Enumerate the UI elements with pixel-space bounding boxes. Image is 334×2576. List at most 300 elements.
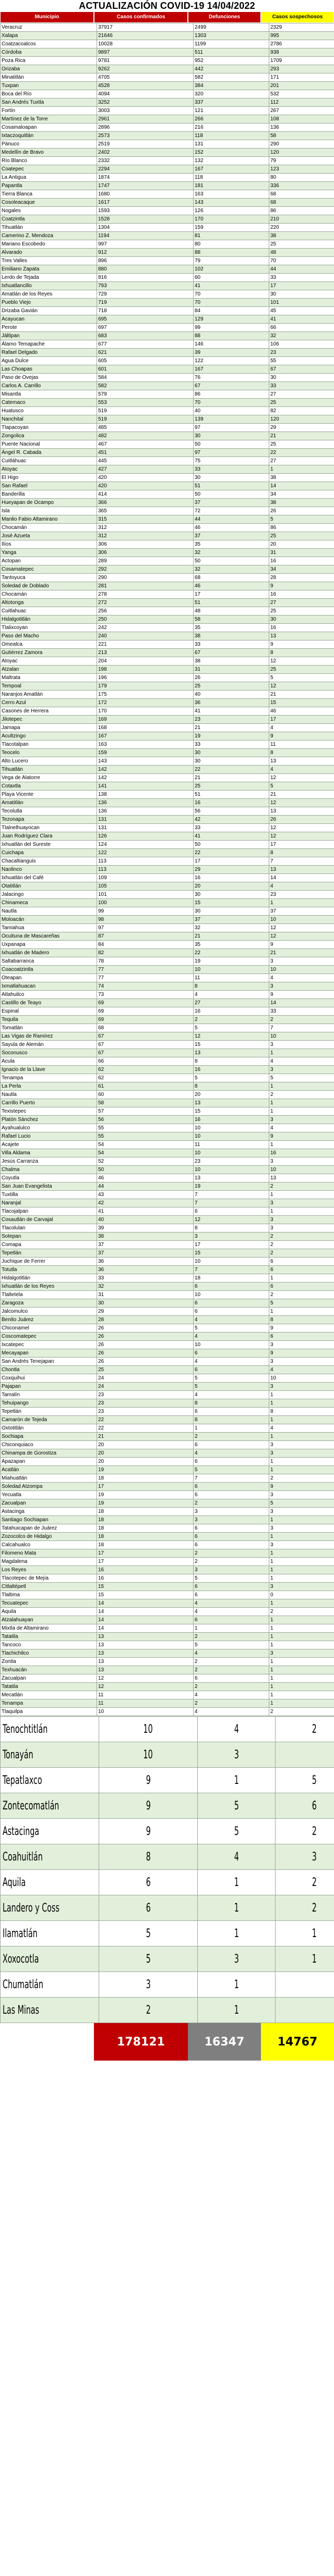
defunciones-cell: 167 (194, 165, 269, 174)
table-row (1, 257, 334, 265)
table-row (1, 1383, 334, 1391)
confirmados-cell: 2519 (97, 140, 194, 149)
table-row (1, 324, 334, 332)
municipio-cell: Yanga (1, 549, 97, 557)
confirmados-cell: 17 (97, 1558, 194, 1566)
municipio-cell (1, 1742, 99, 1768)
defunciones-cell: 13 (194, 1099, 269, 1107)
confirmados-cell: 22 (97, 1416, 194, 1424)
municipio-cell: Tihuatlán (1, 766, 97, 774)
table-row (1, 1449, 334, 1458)
sospechosos-cell: 21 (269, 691, 334, 699)
defunciones-cell: 4 (194, 1316, 269, 1324)
defunciones-cell: 97 (194, 424, 269, 432)
table-row (1, 515, 334, 524)
confirmados-cell: 10028 (97, 40, 194, 48)
table-row (1, 1558, 334, 1566)
defunciones-cell: 70 (194, 299, 269, 307)
defunciones-text: 1 (234, 2003, 239, 2017)
defunciones-cell: 8 (194, 1224, 269, 1232)
sospechosos-cell: 1 (269, 1141, 334, 1149)
defunciones-cell: 30 (194, 749, 269, 757)
table-row (1, 1516, 334, 1524)
municipio-cell: Paso del Macho (1, 632, 97, 640)
defunciones-cell: 50 (194, 440, 269, 449)
sospechosos-cell: 120 (269, 415, 334, 424)
municipio-cell: Misantla (1, 390, 97, 399)
sospechosos-cell: 6 (269, 1333, 334, 1341)
municipio-cell: Chiconquiaco (1, 1441, 97, 1449)
totals-row (0, 2023, 334, 2061)
defunciones-cell: 163 (194, 190, 269, 199)
sospechosos-cell: 6 (269, 1283, 334, 1291)
confirmados-text: 5 (146, 1927, 151, 1940)
defunciones-cell: 10 (194, 1124, 269, 1132)
sospechosos-cell: 4 (269, 1424, 334, 1433)
confirmados-cell: 39 (97, 1224, 194, 1232)
table-row (1, 1358, 334, 1366)
confirmados-cell: 15 (97, 1591, 194, 1599)
confirmados-cell: 28 (97, 1316, 194, 1324)
table-row (1, 924, 334, 932)
sospechosos-cell: 3 (269, 1583, 334, 1591)
confirmados-cell: 55 (97, 1124, 194, 1132)
total-sospechosos: 14767 (261, 2023, 334, 2061)
table-row (1, 249, 334, 257)
table-row-large (1, 1844, 334, 1870)
defunciones-cell: 4 (194, 1608, 269, 1616)
confirmados-cell: 3003 (97, 107, 194, 115)
confirmados-cell: 54 (97, 1141, 194, 1149)
defunciones-cell: 30 (194, 907, 269, 916)
sospechosos-cell: 9 (269, 1349, 334, 1358)
municipio-cell: Nogales (1, 207, 97, 215)
table-row (1, 140, 334, 149)
municipio-cell: Soconusco (1, 1049, 97, 1057)
confirmados-cell: 10 (97, 1708, 194, 1716)
defunciones-cell (198, 1742, 276, 1768)
defunciones-cell: 17 (194, 1241, 269, 1249)
defunciones-cell: 18 (194, 1274, 269, 1283)
sospechosos-text: 1 (312, 1952, 317, 1966)
municipio-cell (1, 1972, 99, 1998)
table-row (1, 1674, 334, 1683)
confirmados-cell: 17 (97, 1483, 194, 1491)
defunciones-cell: 384 (194, 82, 269, 90)
municipio-cell: Soledad de Doblado (1, 582, 97, 590)
defunciones-cell: 181 (194, 182, 269, 190)
sospechosos-cell: 80 (269, 174, 334, 182)
municipio-cell (1, 1793, 99, 1819)
sospechosos-cell: 9 (269, 991, 334, 999)
defunciones-cell: 4 (194, 1599, 269, 1608)
defunciones-cell: 33 (194, 741, 269, 749)
defunciones-text: 1 (234, 1876, 239, 1889)
defunciones-cell: 11 (194, 1141, 269, 1149)
table-row (1, 1107, 334, 1116)
sospechosos-cell: 12 (269, 932, 334, 941)
sospechosos-cell: 32 (269, 332, 334, 340)
confirmados-cell: 240 (97, 632, 194, 640)
sospechosos-cell: 31 (269, 549, 334, 557)
municipio-cell: Las Choapas (1, 365, 97, 374)
table-row (1, 857, 334, 866)
municipio-cell: Mecayapan (1, 1349, 97, 1358)
table-row (1, 1416, 334, 1424)
table-row (1, 574, 334, 582)
municipio-cell: Miahuatlán (1, 1474, 97, 1483)
sospechosos-cell: 267 (269, 107, 334, 115)
municipio-cell: Río Blanco (1, 157, 97, 165)
municipio-cell: Manlio Fabio Altamirano (1, 515, 97, 524)
confirmados-cell (99, 1998, 198, 2023)
sospechosos-cell: 1 (269, 1099, 334, 1107)
defunciones-cell: 33 (194, 640, 269, 649)
municipio-cell: Sotepan (1, 1232, 97, 1241)
defunciones-cell: 25 (194, 682, 269, 691)
sospechosos-cell: 5 (269, 515, 334, 524)
table-row-large (1, 1717, 334, 1742)
municipio-cell: Tlaquilpa (1, 1708, 97, 1716)
sospechosos-cell: 10 (269, 1032, 334, 1041)
confirmados-cell: 2332 (97, 157, 194, 165)
municipio-cell: Xalapa (1, 32, 97, 40)
municipio-cell: Chalma (1, 1166, 97, 1174)
confirmados-cell: 306 (97, 549, 194, 557)
table-row (1, 48, 334, 57)
table-row (1, 1166, 334, 1174)
municipio-cell: Naranjos Amatlán (1, 691, 97, 699)
defunciones-cell: 60 (194, 274, 269, 282)
table-row (1, 1324, 334, 1333)
sospechosos-cell: 1709 (269, 57, 334, 65)
municipio-cell: Filomeno Mata (1, 1549, 97, 1558)
defunciones-cell: 952 (194, 57, 269, 65)
sospechosos-cell: 13 (269, 757, 334, 766)
table-row (1, 1266, 334, 1274)
table-row (1, 999, 334, 1007)
defunciones-cell: 72 (194, 507, 269, 515)
table-row (1, 132, 334, 140)
defunciones-cell: 10 (194, 1149, 269, 1157)
municipio-cell: Cosoleacaque (1, 199, 97, 207)
confirmados-cell: 997 (97, 240, 194, 249)
table-row (1, 115, 334, 124)
table-row (1, 182, 334, 190)
municipio-cell: José Azueta (1, 532, 97, 540)
defunciones-cell: 16 (194, 1066, 269, 1074)
table-row (1, 1132, 334, 1141)
totals-label-cell (0, 2023, 94, 2061)
defunciones-cell: 5 (194, 1574, 269, 1583)
confirmados-cell: 9897 (97, 48, 194, 57)
table-row (1, 607, 334, 615)
defunciones-cell: 16 (194, 874, 269, 882)
confirmados-cell: 292 (97, 565, 194, 574)
municipio-cell: Soledad Atzompa (1, 1483, 97, 1491)
header-sospechosos: Casos sospechosos (261, 11, 334, 23)
municipio-text: Ilamatlán (3, 1927, 38, 1940)
confirmados-cell: 22 (97, 1424, 194, 1433)
municipio-cell: Acayucan (1, 315, 97, 324)
sospechosos-cell: 1 (269, 1566, 334, 1574)
table-row (1, 1616, 334, 1624)
defunciones-text: 1 (234, 1901, 239, 1915)
municipio-cell: Alvarado (1, 249, 97, 257)
municipio-cell: Jáltipan (1, 332, 97, 340)
municipio-cell: Texistepec (1, 1107, 97, 1116)
sospechosos-cell: 1 (269, 465, 334, 474)
municipio-cell: Zozocolco de Hidalgo (1, 1533, 97, 1541)
confirmados-cell: 56 (97, 1116, 194, 1124)
confirmados-cell: 168 (97, 724, 194, 732)
sospechosos-cell: 9 (269, 1483, 334, 1491)
table-row (1, 1524, 334, 1533)
table-row (1, 274, 334, 282)
table-row (1, 299, 334, 307)
sospechosos-cell: 12 (269, 799, 334, 807)
sospechosos-cell (276, 1844, 334, 1870)
municipio-cell: Pajapan (1, 1383, 97, 1391)
sospechosos-cell: 30 (269, 374, 334, 382)
defunciones-text: 1 (234, 1773, 239, 1787)
defunciones-cell: 122 (194, 357, 269, 365)
defunciones-cell: 6 (194, 1283, 269, 1291)
confirmados-cell: 519 (97, 415, 194, 424)
municipio-cell: Santiago Sochiapan (1, 1516, 97, 1524)
confirmados-cell: 37 (97, 1241, 194, 1249)
municipio-cell: Banderilla (1, 490, 97, 499)
confirmados-cell: 38 (97, 1232, 194, 1241)
table-row (1, 190, 334, 199)
table-row (1, 749, 334, 757)
defunciones-cell: 46 (194, 524, 269, 532)
sospechosos-cell: 7 (269, 857, 334, 866)
sospechosos-cell: 8 (269, 649, 334, 657)
confirmados-cell: 272 (97, 599, 194, 607)
confirmados-cell: 66 (97, 1057, 194, 1066)
sospechosos-cell: 108 (269, 115, 334, 124)
defunciones-cell: 6 (194, 1349, 269, 1358)
municipio-cell: Mixtla de Altamirano (1, 1624, 97, 1633)
confirmados-cell: 131 (97, 816, 194, 824)
confirmados-cell: 179 (97, 682, 194, 691)
table-row (1, 1124, 334, 1132)
sospechosos-cell: 1 (269, 1274, 334, 1283)
sospechosos-cell: 25 (269, 607, 334, 615)
table-row (1, 766, 334, 774)
table-row (1, 932, 334, 941)
defunciones-cell: 41 (194, 707, 269, 716)
defunciones-cell: 118 (194, 174, 269, 182)
defunciones-cell: 37 (194, 499, 269, 507)
municipio-text: Coahuitlán (3, 1850, 43, 1864)
sospechosos-cell: 12 (269, 657, 334, 665)
confirmados-cell: 175 (97, 691, 194, 699)
municipio-cell: Ixtaczoquitlán (1, 132, 97, 140)
sospechosos-cell: 66 (269, 324, 334, 332)
municipio-cell: Tlacotalpan (1, 741, 97, 749)
defunciones-cell: 22 (194, 849, 269, 857)
confirmados-cell: 3252 (97, 98, 194, 107)
table-row (1, 966, 334, 974)
confirmados-cell: 19 (97, 1491, 194, 1499)
defunciones-cell: 22 (194, 949, 269, 957)
sospechosos-cell: 38 (269, 499, 334, 507)
confirmados-text: 9 (146, 1825, 151, 1838)
municipio-cell: Aquila (1, 1608, 97, 1616)
confirmados-cell: 18 (97, 1533, 194, 1541)
confirmados-cell: 17 (97, 1549, 194, 1558)
confirmados-cell: 67 (97, 1041, 194, 1049)
sospechosos-cell: 9 (269, 1132, 334, 1141)
sospechosos-cell: 1 (269, 1616, 334, 1624)
municipio-cell: Hidalgotitlán (1, 1274, 97, 1283)
defunciones-cell: 6 (194, 1491, 269, 1499)
defunciones-cell: 33 (194, 465, 269, 474)
defunciones-cell: 50 (194, 557, 269, 565)
defunciones-cell: 58 (194, 615, 269, 624)
confirmados-cell: 451 (97, 449, 194, 457)
confirmados-cell: 256 (97, 607, 194, 615)
confirmados-cell: 677 (97, 340, 194, 349)
table-row (1, 1149, 334, 1157)
sospechosos-cell: 9 (269, 640, 334, 649)
confirmados-cell: 605 (97, 357, 194, 365)
table-row (1, 874, 334, 882)
table-row-large (1, 1921, 334, 1946)
table-row (1, 841, 334, 849)
table-row (1, 1541, 334, 1549)
municipio-cell: Tlacolulan (1, 1224, 97, 1232)
sospechosos-cell: 68 (269, 199, 334, 207)
sospechosos-cell: 11 (269, 741, 334, 749)
sospechosos-cell: 21 (269, 791, 334, 799)
defunciones-cell: 139 (194, 415, 269, 424)
sospechosos-cell: 20 (269, 540, 334, 549)
sospechosos-cell: 16 (269, 624, 334, 632)
sospechosos-cell: 336 (269, 182, 334, 190)
table-row (1, 816, 334, 824)
sospechosos-cell: 21 (269, 432, 334, 440)
municipio-cell: Lerdo de Tejada (1, 274, 97, 282)
municipio-cell: Acula (1, 1057, 97, 1066)
confirmados-cell: 21646 (97, 32, 194, 40)
municipio-cell: Atzalahuayan (1, 1616, 97, 1624)
defunciones-cell: 42 (194, 816, 269, 824)
municipio-cell: Tecolutla (1, 807, 97, 816)
municipio-cell: Coyutla (1, 1174, 97, 1182)
municipio-cell: Ixhuatlancillo (1, 282, 97, 290)
confirmados-cell: 281 (97, 582, 194, 590)
defunciones-cell: 10 (194, 966, 269, 974)
sospechosos-cell: 532 (269, 90, 334, 98)
table-row (1, 499, 334, 507)
table-row (1, 632, 334, 640)
municipio-cell: Zongolica (1, 432, 97, 440)
defunciones-cell: 5 (194, 1074, 269, 1082)
defunciones-cell: 3 (194, 1232, 269, 1241)
municipio-cell: Chacaltianguis (1, 857, 97, 866)
municipio-cell: Cosamatepec (1, 565, 97, 574)
sospechosos-cell: 101 (269, 299, 334, 307)
municipio-cell: Hueyapan de Ocampo (1, 499, 97, 507)
defunciones-cell: 51 (194, 482, 269, 490)
sospechosos-cell: 290 (269, 140, 334, 149)
sospechosos-cell: 14 (269, 999, 334, 1007)
municipio-cell: Jalacingo (1, 891, 97, 899)
confirmados-cell: 37 (97, 1249, 194, 1258)
table-row (1, 1258, 334, 1266)
defunciones-cell: 20 (194, 1091, 269, 1099)
municipio-cell: Fortín (1, 107, 97, 115)
sospechosos-cell: 1 (269, 1207, 334, 1216)
confirmados-cell: 26 (97, 1358, 194, 1366)
defunciones-cell: 19 (194, 1182, 269, 1191)
confirmados-cell: 4705 (97, 73, 194, 82)
sospechosos-cell: 8 (269, 1408, 334, 1416)
confirmados-cell: 366 (97, 499, 194, 507)
municipio-cell: Huatusco (1, 407, 97, 415)
confirmados-cell: 97 (97, 924, 194, 932)
sospechosos-cell: 136 (269, 124, 334, 132)
defunciones-cell: 3 (194, 1566, 269, 1574)
confirmados-cell: 36 (97, 1258, 194, 1266)
table-row (1, 290, 334, 299)
municipio-text: Tenochtitlán (3, 1722, 48, 1736)
sospechosos-cell (276, 1998, 334, 2023)
sospechosos-cell: 220 (269, 224, 334, 232)
confirmados-cell: 2402 (97, 149, 194, 157)
sospechosos-cell: 9 (269, 582, 334, 590)
confirmados-cell: 306 (97, 540, 194, 549)
defunciones-cell: 35 (194, 540, 269, 549)
sospechosos-cell: 3 (269, 1216, 334, 1224)
confirmados-text: 10 (143, 1748, 153, 1761)
sospechosos-cell: 4 (269, 1366, 334, 1374)
confirmados-cell: 697 (97, 324, 194, 332)
table-row (1, 1433, 334, 1441)
defunciones-cell: 511 (194, 48, 269, 57)
table-row-large (1, 1895, 334, 1921)
sospechosos-cell: 16 (269, 557, 334, 565)
table-row (1, 1099, 334, 1107)
municipio-cell: Apazapan (1, 1458, 97, 1466)
confirmados-cell: 880 (97, 265, 194, 274)
confirmados-cell: 204 (97, 657, 194, 665)
sospechosos-cell: 2 (269, 1608, 334, 1616)
sospechosos-cell: 8 (269, 849, 334, 857)
confirmados-cell: 14 (97, 1616, 194, 1624)
defunciones-cell: 81 (194, 232, 269, 240)
confirmados-cell: 20 (97, 1441, 194, 1449)
municipio-cell: Oteapan (1, 974, 97, 982)
municipio-cell: Medellín de Bravo (1, 149, 97, 157)
municipio-cell: Sayula de Alemán (1, 1041, 97, 1049)
table-row (1, 590, 334, 599)
confirmados-cell: 1680 (97, 190, 194, 199)
table-row-large (1, 1998, 334, 2023)
sospechosos-cell: 25 (269, 240, 334, 249)
table-row (1, 1333, 334, 1341)
defunciones-cell: 70 (194, 399, 269, 407)
municipio-cell: Ignacio de la Llave (1, 1066, 97, 1074)
confirmados-text: 6 (146, 1876, 151, 1889)
confirmados-cell: 1874 (97, 174, 194, 182)
municipio-cell: La Antigua (1, 174, 97, 182)
municipio-text: Zontecomatlán (3, 1799, 59, 1813)
municipio-cell: Juchique de Ferrer (1, 1258, 97, 1266)
